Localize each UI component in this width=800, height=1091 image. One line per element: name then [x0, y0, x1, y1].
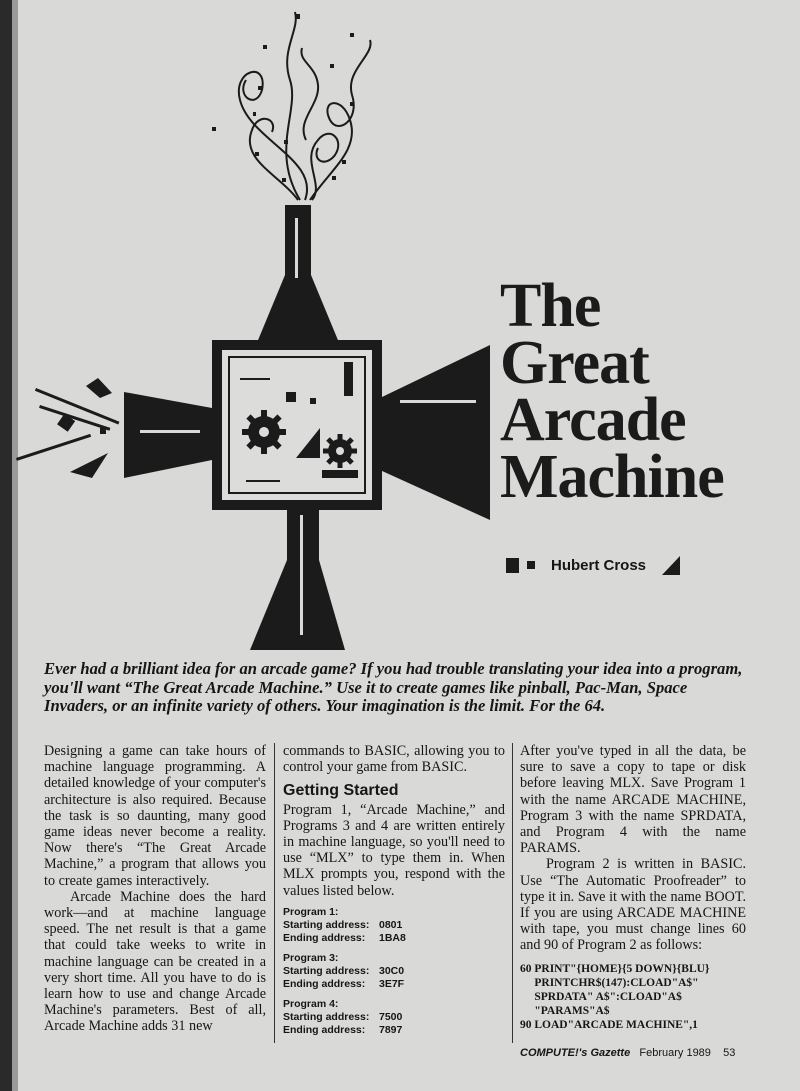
program-label: Program 3:	[283, 951, 339, 964]
triangle-icon	[662, 556, 680, 575]
address-row	[283, 965, 505, 978]
code-line: 60 PRINT"{HOME}{5 DOWN}{BLU}	[520, 962, 710, 975]
paragraph: After you've typed in all the data, be sure to save a copy to tape or disk before leaving MLX. Save Program 1 with the name ARCADE MACHINE, Program 3 with the name SPRDATA, and Program 4 with the name PARAMS.	[520, 743, 746, 857]
address-value: 3E7F	[379, 977, 405, 990]
code-line: PRINTCHR$(147):CLOAD"A$"	[520, 976, 699, 989]
column-divider	[274, 743, 275, 1043]
paragraph: Arcade Machine does the hard work—and at machine language speed. The net result is that a game that could take weeks to write in machine language can be created in a very short time. All you have to do is learn how to use and change Arcade Machine's parameters. Best of all, Arcade Machine adds 31 new	[44, 888, 266, 1035]
address-label: Ending address:	[283, 931, 366, 944]
byline	[506, 553, 680, 577]
address-label: Starting address:	[283, 918, 370, 931]
section-heading: Getting Started	[283, 782, 399, 800]
column-2	[283, 743, 505, 1037]
issue-date: February 1989	[639, 1047, 711, 1059]
program-info	[283, 905, 505, 1037]
author-name: Hubert Cross	[551, 556, 647, 574]
article-title	[500, 272, 724, 511]
address-row	[283, 1024, 505, 1037]
address-value: 0801	[379, 918, 403, 931]
code-line: SPRDATA" A$":CLOAD"A$	[520, 990, 682, 1003]
address-label: Starting address:	[283, 964, 370, 977]
program-label: Program 1:	[283, 905, 339, 918]
magazine-name: COMPUTE!'s Gazette	[520, 1047, 631, 1059]
address-value: 7500	[379, 1010, 403, 1023]
address-value: 30C0	[379, 964, 405, 977]
code-line: "PARAMS"A$	[520, 1004, 610, 1017]
title-line: Arcade	[500, 386, 686, 454]
address-row	[283, 978, 505, 991]
page-number: 53	[723, 1047, 736, 1059]
column-divider	[512, 743, 513, 1043]
column-1	[44, 743, 266, 1035]
program-label: Program 4:	[283, 997, 339, 1010]
title-line: Great	[500, 329, 649, 397]
paragraph: Designing a game can take hours of machine language programming. A detailed knowledge of your computer's architecture is also required. Because the task is so daunting, many good game ideas never become a reality. Now there's “The Great Arcade Machine,” a program that allows you to create games interactively.	[44, 743, 266, 889]
address-label: Ending address:	[283, 977, 366, 990]
small-square-icon	[527, 561, 535, 569]
address-row	[283, 919, 505, 932]
code-line: 90 LOAD"ARCADE MACHINE",1	[520, 1018, 698, 1031]
address-label: Starting address:	[283, 1010, 370, 1023]
address-value: 7897	[379, 1023, 403, 1036]
title-line: Machine	[500, 443, 724, 511]
article-intro: Ever had a brilliant idea for an arcade game? If you had trouble translating your idea into a program, you'll want “The Great Arcade Machine.” Use it to create games like pinball, Pac-Man, Space Invaders, or an infinite variety of others. Your imagination is the limit. For the 64.	[44, 659, 743, 716]
page-footer	[520, 1047, 735, 1059]
paragraph: Program 1, “Arcade Machine,” and Programs 3 and 4 are written entirely in machine language, so you'll need to use “MLX” to type them in. When MLX prompts you, respond with the values listed below.	[283, 801, 505, 899]
title-line: The	[500, 272, 601, 340]
address-row	[283, 1011, 505, 1024]
paragraph: Program 2 is written in BASIC. Use “The Automatic Proofreader” to type it in. Save it with the name BOOT. If you are using ARCADE MACHINE with tape, you must change lines 60 and 90 of Program 2 as follows:	[520, 856, 746, 954]
small-gear-icon	[323, 434, 357, 468]
address-label: Ending address:	[283, 1023, 366, 1036]
square-icon	[506, 558, 519, 573]
paragraph: commands to BASIC, allowing you to control your game from BASIC.	[283, 743, 505, 776]
code-listing	[520, 962, 746, 1032]
address-row	[283, 932, 505, 945]
column-3	[520, 743, 746, 1032]
gear-icon	[242, 410, 286, 454]
address-value: 1BA8	[379, 931, 406, 944]
